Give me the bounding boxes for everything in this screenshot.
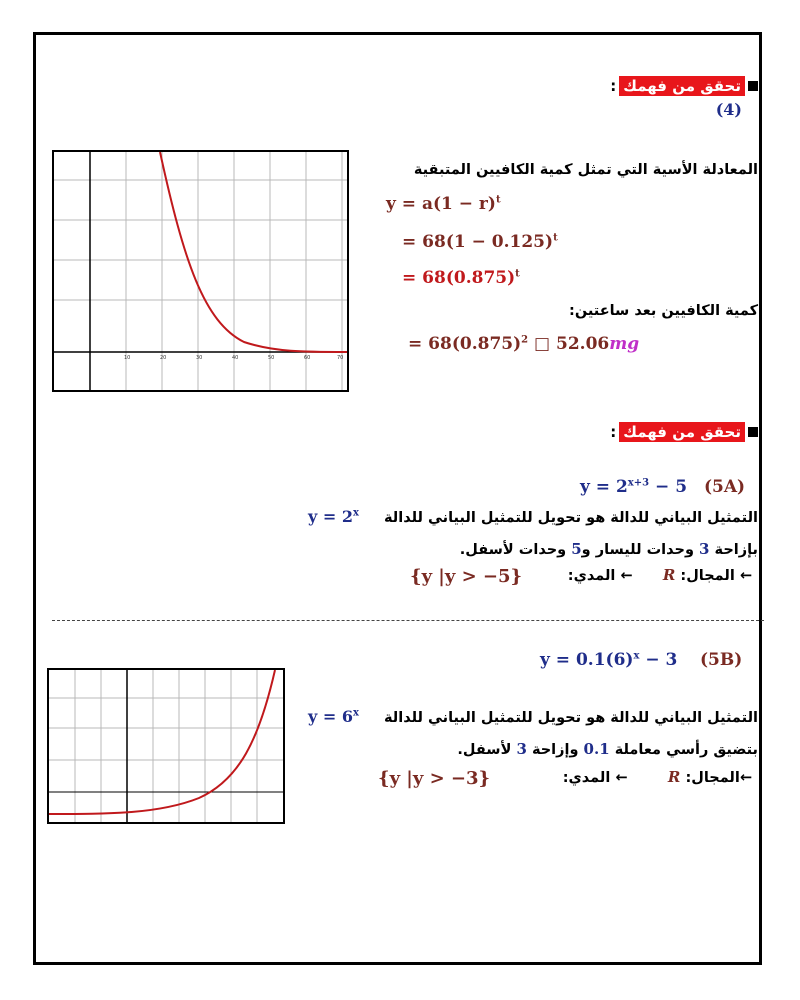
range-5b: {y |y > −3} — [378, 768, 491, 789]
equation-1: $y = a(1 - r)^t$ — [386, 194, 501, 214]
domain-range-5b: ←المجال: R ← المدي: — [562, 768, 752, 786]
function-5a: $y = 2^{x+3} - 5$ — [580, 477, 688, 497]
caffeine-label: كمية الكافيين بعد ساعتين: — [569, 303, 758, 319]
equation-3: = $68(0.875)^t$ — [402, 268, 520, 288]
x-tick-70: 70 — [337, 355, 344, 361]
bullet-icon — [748, 427, 758, 437]
parent-function-5a: $y = 2^x$ — [308, 507, 359, 526]
graph-exponential-svg — [49, 670, 283, 822]
range-5a: {y |y > −5} — [410, 566, 523, 587]
parent-function-5b: $y = 6^x$ — [308, 707, 359, 726]
x-tick-40: 40 — [232, 355, 239, 361]
section2-heading: تحقق من فهمك : — [610, 422, 758, 442]
x-tick-50: 50 — [268, 355, 275, 361]
label-5a: (5A) — [704, 477, 746, 497]
equation-4: = $68(0.875)^2$ □ 52.06mg — [408, 334, 640, 354]
description-5a: التمثيل البياني للدالة هو تحويل للتمثيل البياني للدالة — [384, 510, 758, 526]
x-tick-60: 60 — [304, 355, 311, 361]
graph-caffeine — [52, 150, 349, 392]
x-tick-20: 20 — [160, 355, 167, 361]
transformation-5b: بتضيق رأسي معاملة 0.1 وإزاحة 3 لأسفل. — [457, 740, 758, 758]
transformation-5a: بإزاحة 3 وحدات لليسار و5 وحدات لأسفل. — [459, 540, 758, 558]
decay-curve — [160, 152, 347, 352]
function-5b: $y = 0.1(6)^x - 3$ — [540, 650, 678, 670]
bullet-icon — [748, 81, 758, 91]
section-divider — [52, 620, 764, 621]
graph-exponential — [47, 668, 285, 824]
x-tick-10: 10 — [124, 355, 131, 361]
label-5b: (5B) — [700, 650, 743, 670]
problem-number: (4) — [715, 100, 742, 119]
domain-range-5a: ← المجال: R ← المدي: — [567, 566, 752, 584]
section1-heading: تحقق من فهمك : — [610, 76, 758, 96]
caffeine-description: المعادلة الأسية التي تمثل كمية الكافيين المتبقية — [413, 162, 758, 178]
description-5b: التمثيل البياني للدالة هو تحويل للتمثيل البياني للدالة — [384, 710, 758, 726]
x-tick-30: 30 — [196, 355, 203, 361]
equation-2: = $68(1 - 0.125)^t$ — [402, 232, 558, 252]
graph-caffeine-svg — [54, 152, 347, 390]
